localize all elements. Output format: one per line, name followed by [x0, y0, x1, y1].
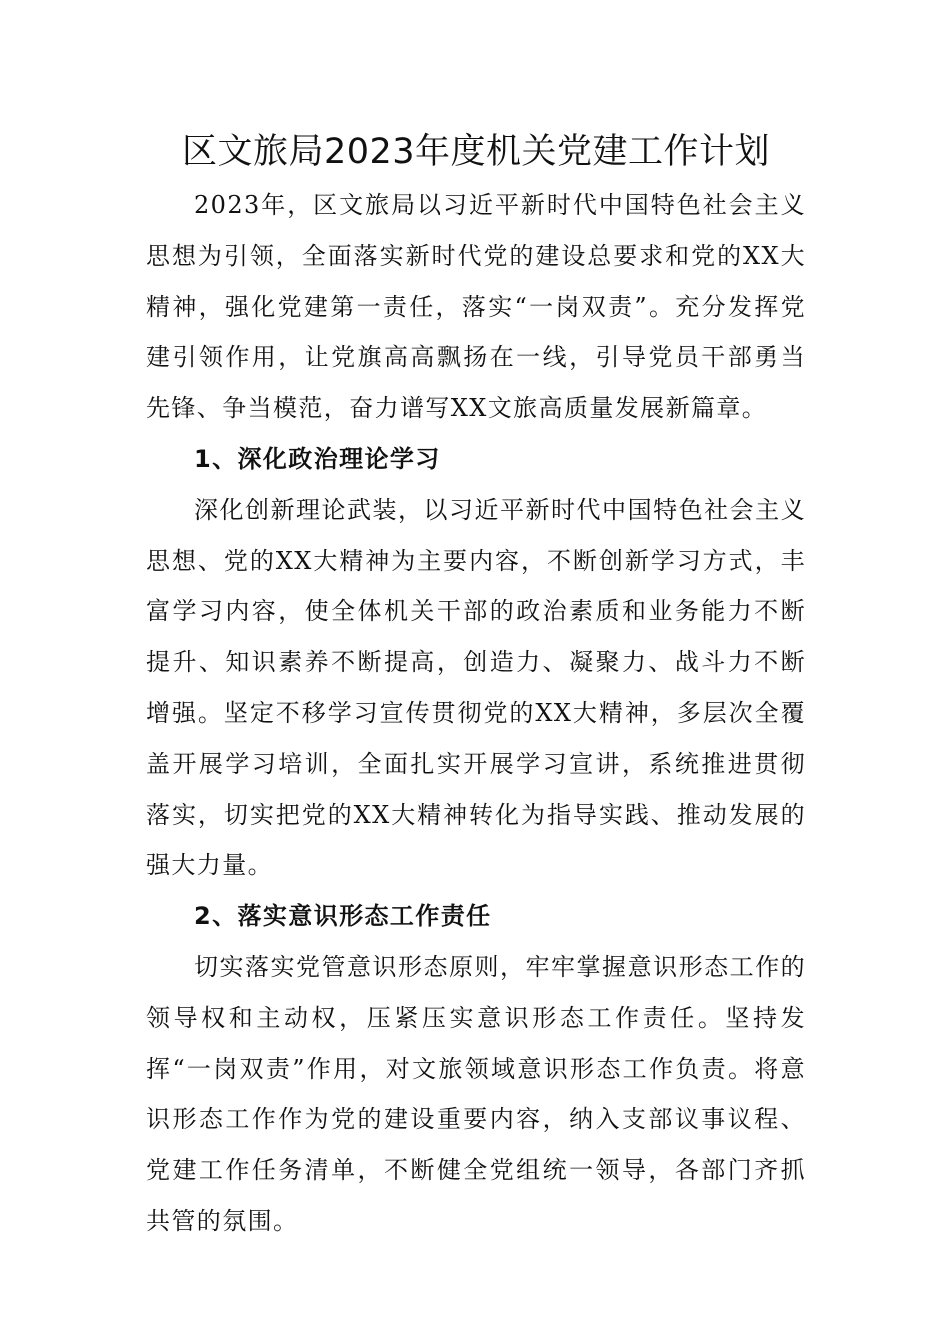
document-body — [146, 126, 806, 1247]
section-body-political-study: 深化创新理论武装，以习近平新时代中国特色社会主义思想、党的XX大精神为主要内容，不断创新学习方式，丰富学习内容，使全体机关干部的政治素质和业务能力不断提升、知识素养不断提高，创造力、凝聚力、战斗力不断增强。坚定不移学习宣传贯彻党的XX大精神，多层次全覆盖开展学习培训，全面扎实开展学习宣讲，系统推进贯彻落实，切实把党的XX大精神转化为指导实践、推动发展的强大力量。 — [146, 495, 806, 880]
page-title: 区文旅局2023年度机关党建工作计划 — [181, 132, 771, 172]
section-heading-ideology-responsibility: 2、落实意识形态工作责任 — [194, 902, 492, 931]
section-heading-political-study: 1、深化政治理论学习 — [194, 444, 441, 473]
section-body-ideology-responsibility: 切实落实党管意识形态原则，牢牢掌握意识形态工作的领导权和主动权，压紧压实意识形态工作责任。坚持发挥“一岗双责”作用，对文旅领域意识形态工作负责。将意识形态工作作为党的建设重要内容，纳入支部议事议程、党建工作任务清单，不断健全党组统一领导，各部门齐抓共管的氛围。 — [146, 952, 806, 1235]
intro-paragraph: 2023年，区文旅局以习近平新时代中国特色社会主义思想为引领，全面落实新时代党的建设总要求和党的XX大精神，强化党建第一责任，落实“一岗双责”。充分发挥党建引领作用，让党旗高高飘扬在一线，引导党员干部勇当先锋、争当模范，奋力谱写XX文旅高质量发展新篇章。 — [146, 191, 806, 423]
